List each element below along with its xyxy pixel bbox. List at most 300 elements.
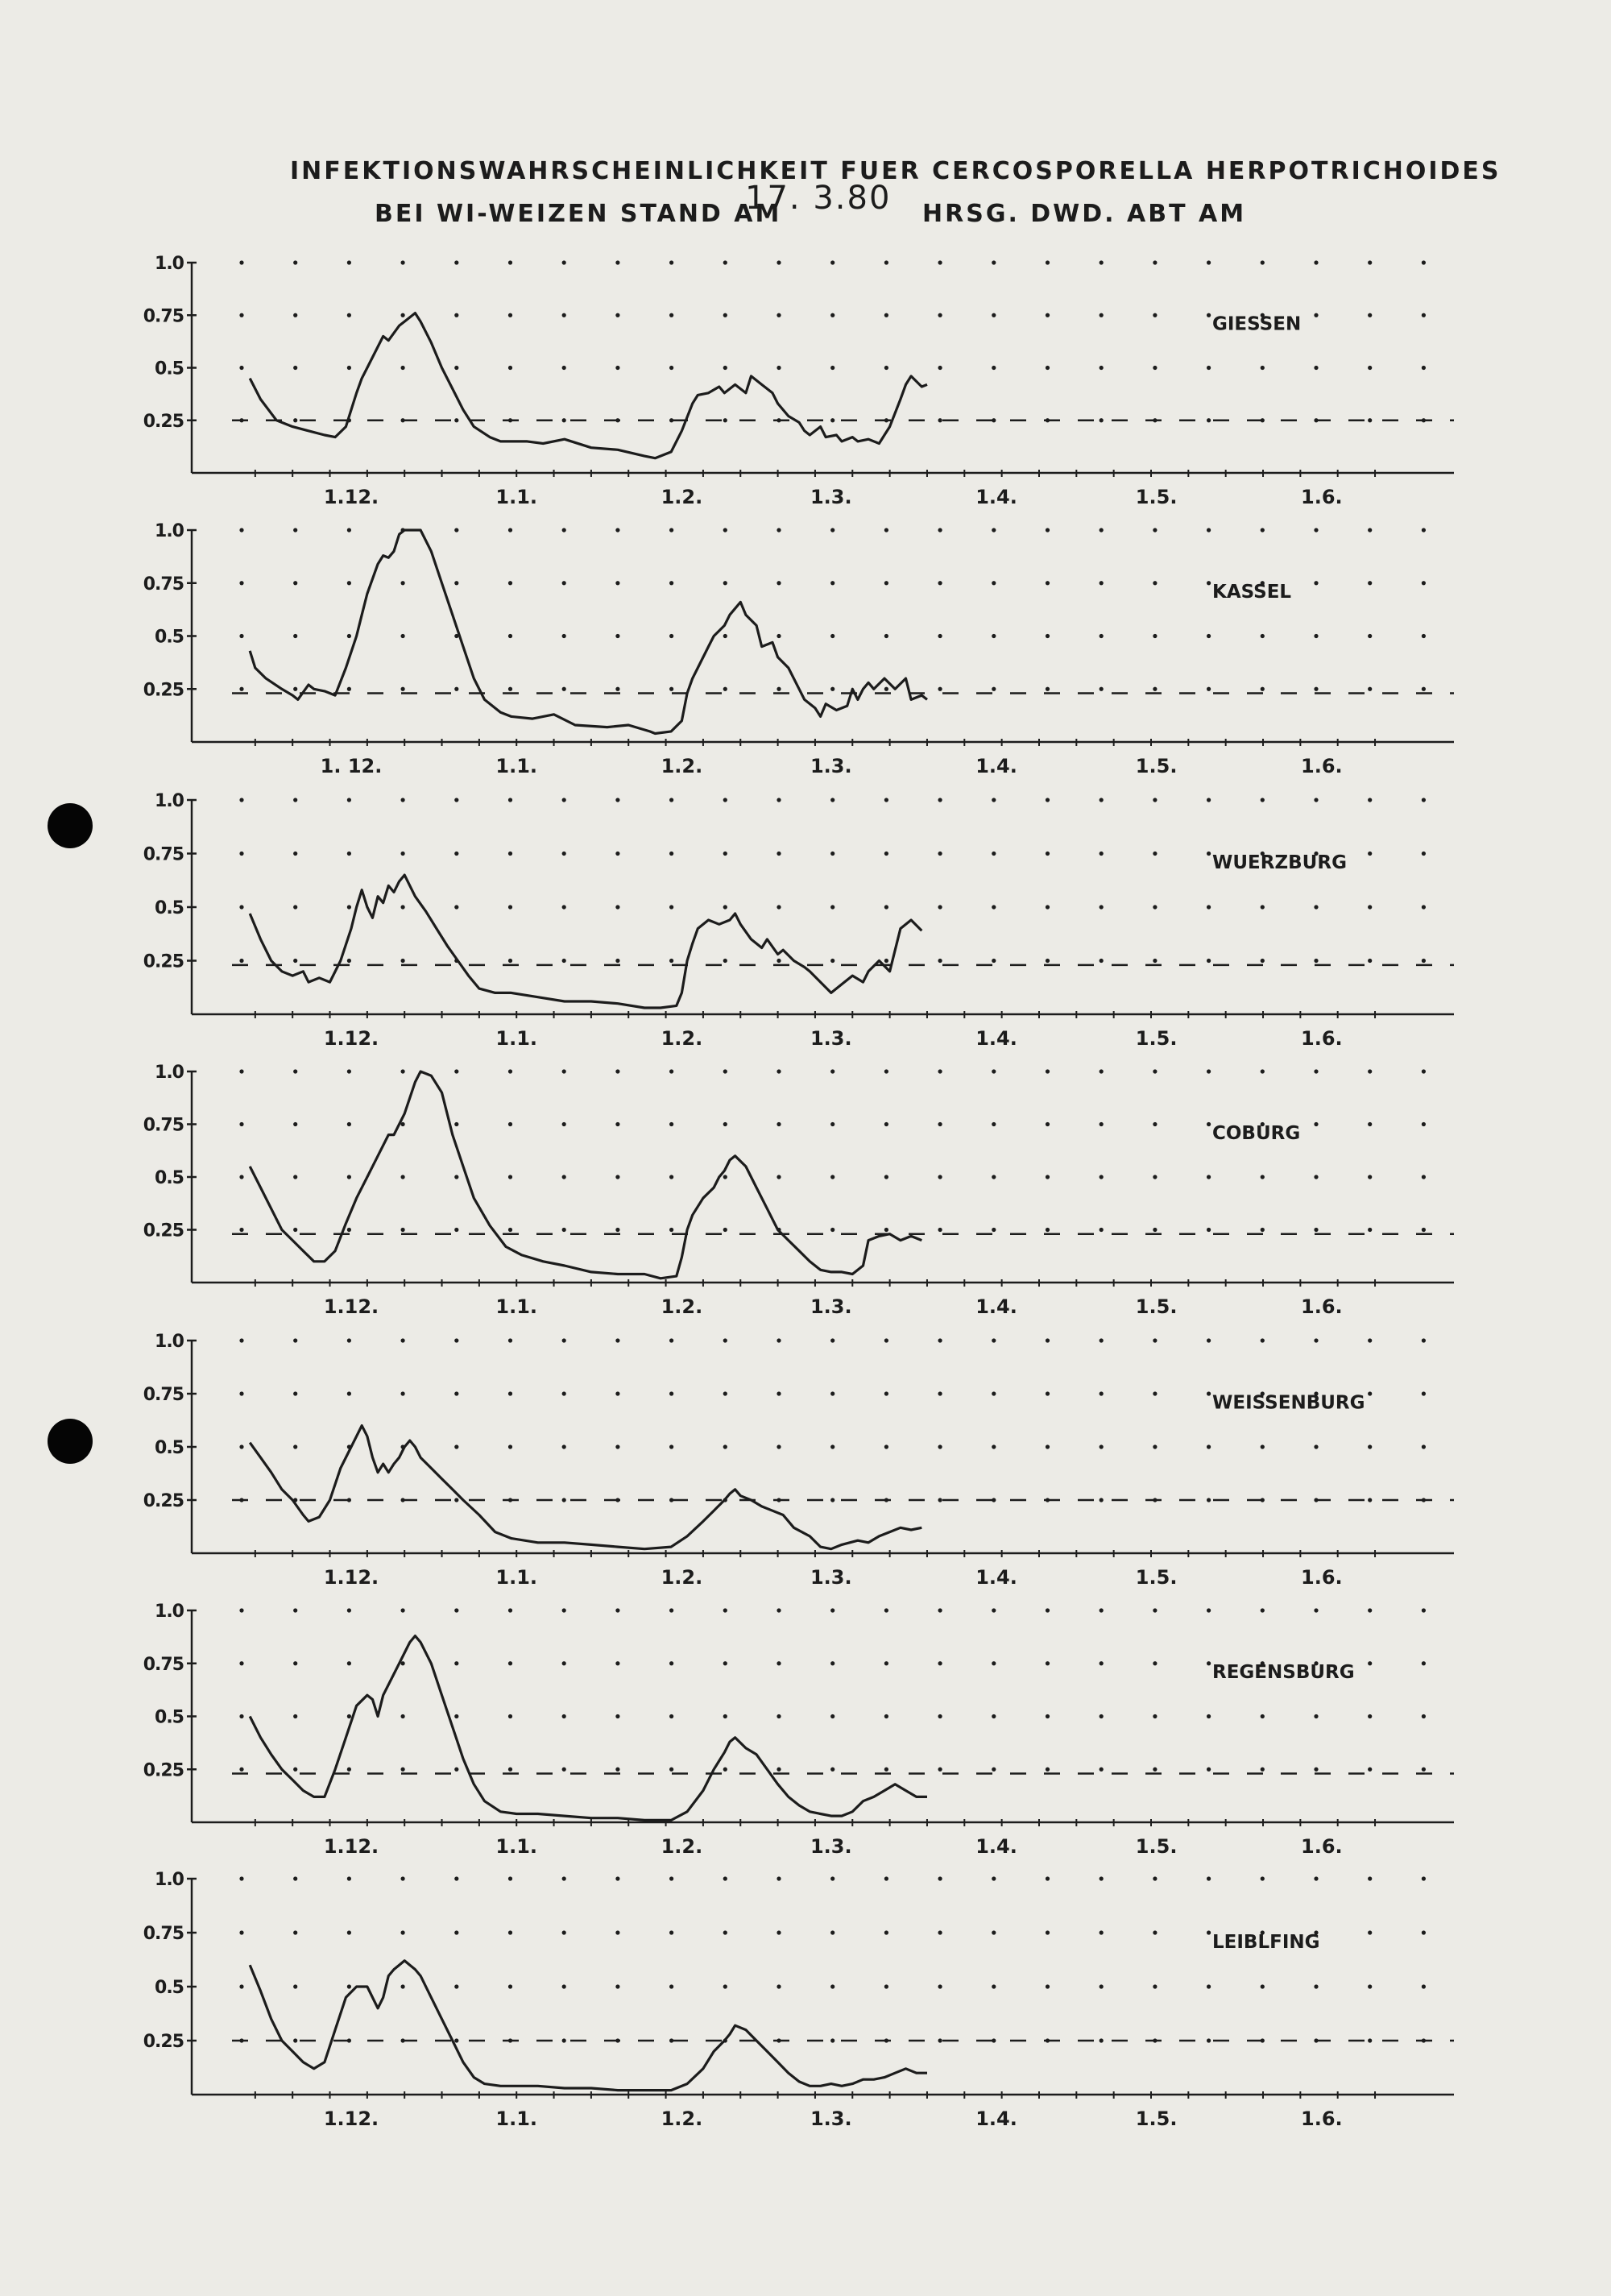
grid-dot — [777, 1930, 781, 1934]
y-tick-label: 0.5 — [155, 898, 184, 918]
grid-dot — [723, 1930, 727, 1934]
grid-dot — [723, 1338, 727, 1342]
grid-dot — [830, 1338, 834, 1342]
series-line — [250, 530, 927, 734]
grid-dot — [293, 959, 297, 963]
grid-dot — [562, 1122, 566, 1126]
grid-dot — [938, 1069, 942, 1073]
x-tick-label: 1.1. — [495, 755, 538, 777]
grid-dot — [992, 1984, 996, 1988]
grid-dot — [669, 1930, 673, 1934]
grid-dot — [1422, 1391, 1426, 1395]
grid-dot — [562, 1608, 566, 1612]
grid-dot — [1153, 905, 1157, 909]
grid-dot — [830, 260, 834, 264]
grid-dot — [562, 852, 566, 856]
grid-dot — [347, 1338, 351, 1342]
grid-dot — [293, 905, 297, 909]
grid-dot — [508, 905, 512, 909]
grid-dot — [1314, 581, 1318, 585]
grid-dot — [239, 1444, 243, 1448]
grid-dot — [454, 1661, 458, 1665]
grid-dot — [508, 687, 512, 691]
grid-dot — [1422, 1338, 1426, 1342]
grid-dot — [1207, 634, 1211, 638]
grid-dot — [669, 1122, 673, 1126]
grid-dot — [1153, 634, 1157, 638]
grid-dot — [1368, 1714, 1372, 1718]
grid-dot — [1422, 798, 1426, 802]
grid-dot — [1261, 528, 1265, 532]
grid-dot — [239, 1984, 243, 1988]
grid-dot — [1422, 1175, 1426, 1179]
x-tick-label: 1.6. — [1301, 2107, 1343, 2130]
grid-dot — [1153, 1661, 1157, 1665]
grid-dot — [401, 1876, 405, 1880]
grid-dot — [884, 581, 888, 585]
grid-dot — [992, 313, 996, 317]
grid-dot — [723, 905, 727, 909]
x-tick-label: 1.5. — [1135, 755, 1178, 777]
grid-dot — [723, 581, 727, 585]
grid-dot — [1046, 581, 1050, 585]
grid-dot — [1207, 2038, 1211, 2042]
grid-dot — [884, 1444, 888, 1448]
grid-dot — [1046, 1661, 1050, 1665]
grid-dot — [777, 1175, 781, 1179]
x-tick-label: 1.6. — [1301, 1835, 1343, 1858]
grid-dot — [401, 1768, 405, 1772]
grid-dot — [938, 634, 942, 638]
grid-dot — [1368, 1768, 1372, 1772]
grid-dot — [777, 1391, 781, 1395]
grid-dot — [1153, 366, 1157, 370]
grid-dot — [347, 1391, 351, 1395]
x-tick-label: 1.2. — [661, 1566, 703, 1589]
grid-dot — [1261, 798, 1265, 802]
grid-dot — [830, 1122, 834, 1126]
grid-dot — [1153, 1930, 1157, 1934]
grid-dot — [1046, 366, 1050, 370]
station-label: LEIBLFING — [1212, 1931, 1320, 1953]
grid-dot — [830, 1930, 834, 1934]
grid-dot — [239, 1338, 243, 1342]
grid-dot — [1207, 313, 1211, 317]
grid-dot — [1422, 1768, 1426, 1772]
grid-dot — [1261, 959, 1265, 963]
grid-dot — [562, 1661, 566, 1665]
grid-dot — [1207, 1338, 1211, 1342]
series-line — [250, 1961, 927, 2091]
grid-dot — [1100, 1069, 1104, 1073]
grid-dot — [1422, 1876, 1426, 1880]
grid-dot — [239, 1876, 243, 1880]
grid-dot — [454, 1069, 458, 1073]
grid-dot — [615, 1661, 619, 1665]
grid-dot — [992, 634, 996, 638]
grid-dot — [992, 1175, 996, 1179]
grid-dot — [615, 1608, 619, 1612]
grid-dot — [1153, 528, 1157, 532]
grid-dot — [1422, 959, 1426, 963]
grid-dot — [830, 1228, 834, 1232]
grid-dot — [1100, 959, 1104, 963]
grid-dot — [1261, 687, 1265, 691]
grid-dot — [938, 528, 942, 532]
grid-dot — [1314, 1768, 1318, 1772]
grid-dot — [992, 905, 996, 909]
grid-dot — [293, 313, 297, 317]
grid-dot — [1207, 1444, 1211, 1448]
grid-dot — [1046, 1768, 1050, 1772]
grid-dot — [669, 798, 673, 802]
grid-dot — [615, 798, 619, 802]
grid-dot — [992, 528, 996, 532]
grid-dot — [1100, 1391, 1104, 1395]
x-tick-label: 1.4. — [975, 1027, 1017, 1050]
grid-dot — [830, 1876, 834, 1880]
grid-dot — [1153, 1228, 1157, 1232]
grid-dot — [1422, 313, 1426, 317]
grid-dot — [830, 1069, 834, 1073]
grid-dot — [293, 1768, 297, 1772]
x-tick-label: 1.1. — [495, 1566, 538, 1589]
x-tick-label: 1.1. — [495, 1295, 538, 1318]
x-tick-label: 1.2. — [661, 486, 703, 508]
grid-dot — [562, 418, 566, 422]
grid-dot — [1368, 1175, 1372, 1179]
grid-dot — [938, 581, 942, 585]
grid-dot — [669, 1714, 673, 1718]
grid-dot — [938, 1444, 942, 1448]
station-label: COBURG — [1212, 1122, 1301, 1144]
x-tick-label: 1.3. — [810, 2107, 852, 2130]
grid-dot — [1046, 1228, 1050, 1232]
grid-dot — [347, 1714, 351, 1718]
grid-dot — [992, 1069, 996, 1073]
grid-dot — [830, 687, 834, 691]
grid-dot — [992, 1338, 996, 1342]
grid-dot — [401, 1930, 405, 1934]
grid-dot — [1100, 366, 1104, 370]
grid-dot — [938, 1768, 942, 1772]
grid-dot — [1046, 959, 1050, 963]
grid-dot — [884, 1876, 888, 1880]
grid-dot — [938, 905, 942, 909]
grid-dot — [454, 418, 458, 422]
grid-dot — [1153, 1608, 1157, 1612]
grid-dot — [562, 1444, 566, 1448]
x-tick-label: 1.4. — [975, 755, 1017, 777]
grid-dot — [401, 366, 405, 370]
grid-dot — [830, 366, 834, 370]
grid-dot — [669, 528, 673, 532]
grid-dot — [777, 1768, 781, 1772]
x-tick-label: 1.5. — [1135, 1566, 1178, 1589]
grid-dot — [1100, 1338, 1104, 1342]
grid-dot — [347, 1984, 351, 1988]
grid-dot — [830, 418, 834, 422]
grid-dot — [1207, 1930, 1211, 1934]
grid-dot — [401, 313, 405, 317]
grid-dot — [508, 1175, 512, 1179]
grid-dot — [454, 581, 458, 585]
grid-dot — [1314, 1608, 1318, 1612]
series-line — [250, 1426, 921, 1549]
x-tick-label: 1.6. — [1301, 486, 1343, 508]
y-tick-label: 0.25 — [143, 1760, 184, 1781]
grid-dot — [454, 313, 458, 317]
page-title: INFEKTIONSWAHRSCHEINLICHKEIT FUER CERCOSPORELLA HERPOTRICHOIDES — [290, 157, 1501, 185]
grid-dot — [1314, 1444, 1318, 1448]
grid-dot — [992, 1391, 996, 1395]
y-tick-label: 0.75 — [143, 1115, 184, 1136]
grid-dot — [239, 687, 243, 691]
grid-dot — [1314, 1228, 1318, 1232]
grid-dot — [562, 905, 566, 909]
grid-dot — [239, 798, 243, 802]
y-tick-label: 0.75 — [143, 844, 184, 865]
grid-dot — [1368, 1338, 1372, 1342]
grid-dot — [1100, 798, 1104, 802]
grid-dot — [293, 528, 297, 532]
x-tick-label: 1.6. — [1301, 1027, 1343, 1050]
grid-dot — [293, 1391, 297, 1395]
grid-dot — [239, 366, 243, 370]
grid-dot — [562, 1984, 566, 1988]
grid-dot — [1368, 1391, 1372, 1395]
grid-dot — [1100, 418, 1104, 422]
grid-dot — [777, 1608, 781, 1612]
grid-dot — [669, 1069, 673, 1073]
grid-dot — [508, 581, 512, 585]
grid-dot — [239, 1228, 243, 1232]
grid-dot — [777, 1122, 781, 1126]
grid-dot — [1046, 1338, 1050, 1342]
grid-dot — [1100, 1444, 1104, 1448]
grid-dot — [723, 1391, 727, 1395]
grid-dot — [723, 313, 727, 317]
grid-dot — [293, 1338, 297, 1342]
grid-dot — [1207, 959, 1211, 963]
grid-dot — [938, 687, 942, 691]
x-tick-label: 1.4. — [975, 1295, 1017, 1318]
grid-dot — [1314, 798, 1318, 802]
grid-dot — [562, 798, 566, 802]
grid-dot — [293, 260, 297, 264]
grid-dot — [1207, 366, 1211, 370]
grid-dot — [830, 581, 834, 585]
x-tick-label: 1.5. — [1135, 1295, 1178, 1318]
grid-dot — [1207, 1122, 1211, 1126]
x-tick-label: 1.3. — [810, 486, 852, 508]
y-tick-label: 0.25 — [143, 2032, 184, 2052]
grid-dot — [830, 852, 834, 856]
grid-dot — [1100, 313, 1104, 317]
grid-dot — [293, 687, 297, 691]
grid-dot — [1100, 1608, 1104, 1612]
grid-dot — [723, 1444, 727, 1448]
grid-dot — [1422, 528, 1426, 532]
grid-dot — [1368, 418, 1372, 422]
grid-dot — [508, 1122, 512, 1126]
grid-dot — [347, 634, 351, 638]
grid-dot — [1368, 260, 1372, 264]
grid-dot — [938, 366, 942, 370]
grid-dot — [992, 1122, 996, 1126]
grid-dot — [239, 634, 243, 638]
grid-dot — [293, 634, 297, 638]
grid-dot — [1368, 2038, 1372, 2042]
grid-dot — [1261, 905, 1265, 909]
grid-dot — [777, 366, 781, 370]
grid-dot — [884, 1175, 888, 1179]
grid-dot — [1314, 687, 1318, 691]
grid-dot — [830, 1498, 834, 1502]
grid-dot — [1261, 1984, 1265, 1988]
grid-dot — [723, 418, 727, 422]
grid-dot — [1100, 1122, 1104, 1126]
grid-dot — [723, 1876, 727, 1880]
grid-dot — [562, 1930, 566, 1934]
grid-dot — [723, 1069, 727, 1073]
grid-dot — [615, 1714, 619, 1718]
x-tick-label: 1.12. — [323, 1835, 379, 1858]
grid-dot — [615, 1122, 619, 1126]
grid-dot — [830, 1768, 834, 1772]
station-label: WUERZBURG — [1212, 852, 1347, 874]
grid-dot — [401, 852, 405, 856]
grid-dot — [938, 1661, 942, 1665]
grid-dot — [454, 1338, 458, 1342]
grid-dot — [1368, 1984, 1372, 1988]
grid-dot — [1261, 260, 1265, 264]
grid-dot — [830, 1391, 834, 1395]
x-tick-label: 1.1. — [495, 1835, 538, 1858]
series-line — [250, 1071, 921, 1279]
x-tick-label: 1.1. — [495, 486, 538, 508]
grid-dot — [723, 634, 727, 638]
grid-dot — [1422, 1122, 1426, 1126]
y-tick-label: 1.0 — [155, 521, 184, 541]
grid-dot — [1100, 905, 1104, 909]
grid-dot — [239, 581, 243, 585]
grid-dot — [884, 1228, 888, 1232]
grid-dot — [938, 1930, 942, 1934]
grid-dot — [1261, 1876, 1265, 1880]
grid-dot — [884, 1714, 888, 1718]
grid-dot — [992, 581, 996, 585]
grid-dot — [1046, 1175, 1050, 1179]
grid-dot — [401, 581, 405, 585]
grid-dot — [669, 1228, 673, 1232]
grid-dot — [1100, 634, 1104, 638]
grid-dot — [1207, 1984, 1211, 1988]
grid-dot — [1046, 1122, 1050, 1126]
grid-dot — [615, 1876, 619, 1880]
grid-dot — [777, 1444, 781, 1448]
grid-dot — [1261, 366, 1265, 370]
grid-dot — [562, 1768, 566, 1772]
grid-dot — [1422, 905, 1426, 909]
grid-dot — [508, 1069, 512, 1073]
grid-dot — [293, 1228, 297, 1232]
grid-dot — [1368, 798, 1372, 802]
grid-dot — [1153, 687, 1157, 691]
grid-dot — [347, 905, 351, 909]
grid-dot — [1100, 1768, 1104, 1772]
y-tick-label: 0.25 — [143, 951, 184, 972]
grid-dot — [777, 634, 781, 638]
grid-dot — [1422, 852, 1426, 856]
grid-dot — [1153, 852, 1157, 856]
y-tick-label: 0.25 — [143, 680, 184, 701]
x-tick-label: 1.5. — [1135, 1027, 1178, 1050]
grid-dot — [1368, 1876, 1372, 1880]
grid-dot — [615, 1391, 619, 1395]
grid-dot — [347, 1608, 351, 1612]
grid-dot — [454, 852, 458, 856]
grid-dot — [1153, 798, 1157, 802]
grid-dot — [562, 1175, 566, 1179]
grid-dot — [1261, 1338, 1265, 1342]
x-tick-label: 1.3. — [810, 755, 852, 777]
grid-dot — [777, 852, 781, 856]
y-tick-label: 1.0 — [155, 791, 184, 811]
x-tick-label: 1.4. — [975, 1566, 1017, 1589]
grid-dot — [454, 1444, 458, 1448]
grid-dot — [1100, 581, 1104, 585]
grid-dot — [1046, 798, 1050, 802]
grid-dot — [1207, 1228, 1211, 1232]
grid-dot — [1100, 1984, 1104, 1988]
grid-dot — [1368, 1444, 1372, 1448]
grid-dot — [293, 1714, 297, 1718]
x-tick-label: 1.6. — [1301, 755, 1343, 777]
y-tick-label: 0.75 — [143, 1924, 184, 1944]
x-tick-label: 1. 12. — [320, 755, 383, 777]
grid-dot — [938, 1122, 942, 1126]
grid-dot — [401, 959, 405, 963]
grid-dot — [347, 852, 351, 856]
x-tick-label: 1.12. — [323, 1295, 379, 1318]
grid-dot — [830, 1714, 834, 1718]
grid-dot — [1100, 1930, 1104, 1934]
grid-dot — [401, 1338, 405, 1342]
grid-dot — [239, 313, 243, 317]
grid-dot — [1368, 1122, 1372, 1126]
grid-dot — [401, 260, 405, 264]
grid-dot — [347, 581, 351, 585]
grid-dot — [1153, 1984, 1157, 1988]
grid-dot — [562, 2038, 566, 2042]
grid-dot — [938, 1228, 942, 1232]
grid-dot — [669, 905, 673, 909]
grid-dot — [723, 1984, 727, 1988]
grid-dot — [454, 687, 458, 691]
grid-dot — [1368, 1069, 1372, 1073]
grid-dot — [938, 260, 942, 264]
grid-dot — [1314, 1175, 1318, 1179]
grid-dot — [1368, 687, 1372, 691]
grid-dot — [723, 1661, 727, 1665]
grid-dot — [1153, 1876, 1157, 1880]
grid-dot — [992, 1228, 996, 1232]
grid-dot — [1153, 1768, 1157, 1772]
grid-dot — [992, 1768, 996, 1772]
grid-dot — [293, 581, 297, 585]
grid-dot — [508, 1768, 512, 1772]
